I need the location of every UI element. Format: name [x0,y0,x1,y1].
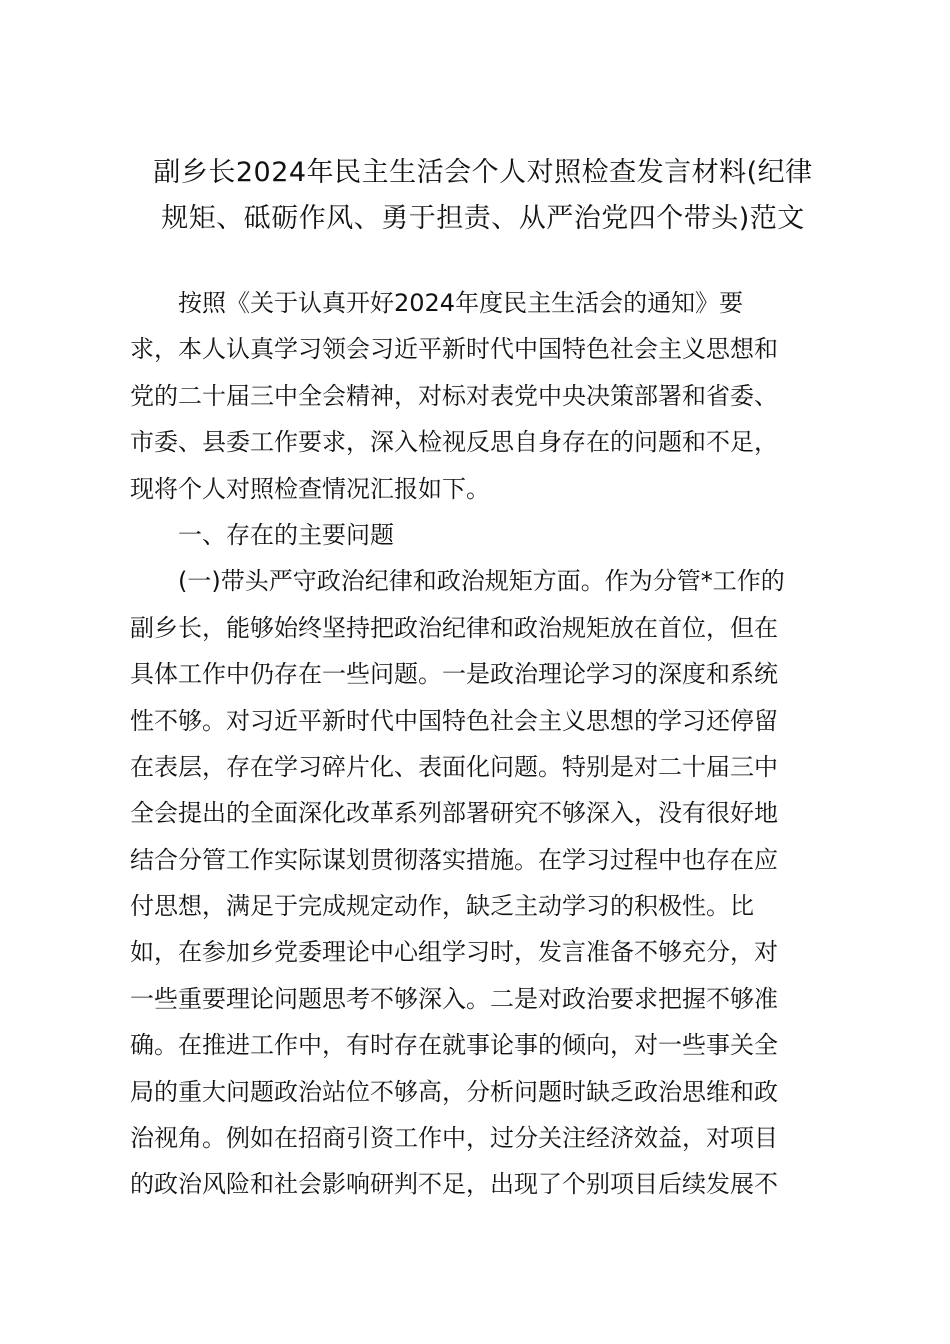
subsection-paragraph-line: 治视角。例如在招商引资工作中，过分关注经济效益，对项目 [130,1124,778,1153]
subsection-paragraph-line: (一)带头严守政治纪律和政治规矩方面。作为分管*工作的 [178,567,785,596]
section-heading: 一、存在的主要问题 [178,520,394,549]
title-line: 副乡长2024年民主生活会个人对照检查发言材料(纪律 [153,157,813,188]
subsection-paragraph-line: 在表层，存在学习碎片化、表面化问题。特别是对二十届三中 [130,752,778,781]
subsection-paragraph-line: 一些重要理论问题思考不够深入。二是对政治要求把握不够准 [130,984,778,1013]
subsection-paragraph-line: 性不够。对习近平新时代中国特色社会主义思想的学习还停留 [130,706,778,735]
intro-paragraph-line: 党的二十届三中全会精神，对标对表党中央决策部署和省委、 [130,381,778,410]
subsection-paragraph-line: 如，在参加乡党委理论中心组学习时，发言准备不够充分，对 [130,938,778,967]
subsection-paragraph-line: 局的重大问题政治站位不够高，分析问题时缺乏政治思维和政 [130,1077,778,1106]
intro-paragraph-line: 市委、县委工作要求，深入检视反思自身存在的问题和不足， [130,428,778,457]
subsection-paragraph-line: 结合分管工作实际谋划贯彻落实措施。在学习过程中也存在应 [130,845,778,874]
subsection-paragraph-line: 副乡长，能够始终坚持把政治纪律和政治规矩放在首位，但在 [130,613,778,642]
subsection-paragraph-line: 全会提出的全面深化改革系列部署研究不够深入，没有很好地 [130,799,778,828]
subsection-paragraph-line: 确。在推进工作中，有时存在就事论事的倾向，对一些事关全 [130,1031,778,1060]
subsection-paragraph-line: 付思想，满足于完成规定动作，缺乏主动学习的积极性。比 [130,892,754,921]
document-title [118,150,848,242]
intro-paragraph-line: 按照《关于认真开好2024年度民主生活会的通知》要 [178,289,744,317]
document-body [130,280,830,1208]
intro-paragraph-line: 现将个人对照检查情况汇报如下。 [130,474,490,503]
subsection-paragraph-line: 的政治风险和社会影响研判不足，出现了个别项目后续发展不 [130,1170,778,1199]
title-line: 规矩、砥砺作风、勇于担责、从严治党四个带头)范文 [161,203,805,234]
subsection-paragraph-line: 具体工作中仍存在一些问题。一是政治理论学习的深度和系统 [130,660,778,689]
intro-paragraph-line: 求，本人认真学习领会习近平新时代中国特色社会主义思想和 [130,335,778,364]
